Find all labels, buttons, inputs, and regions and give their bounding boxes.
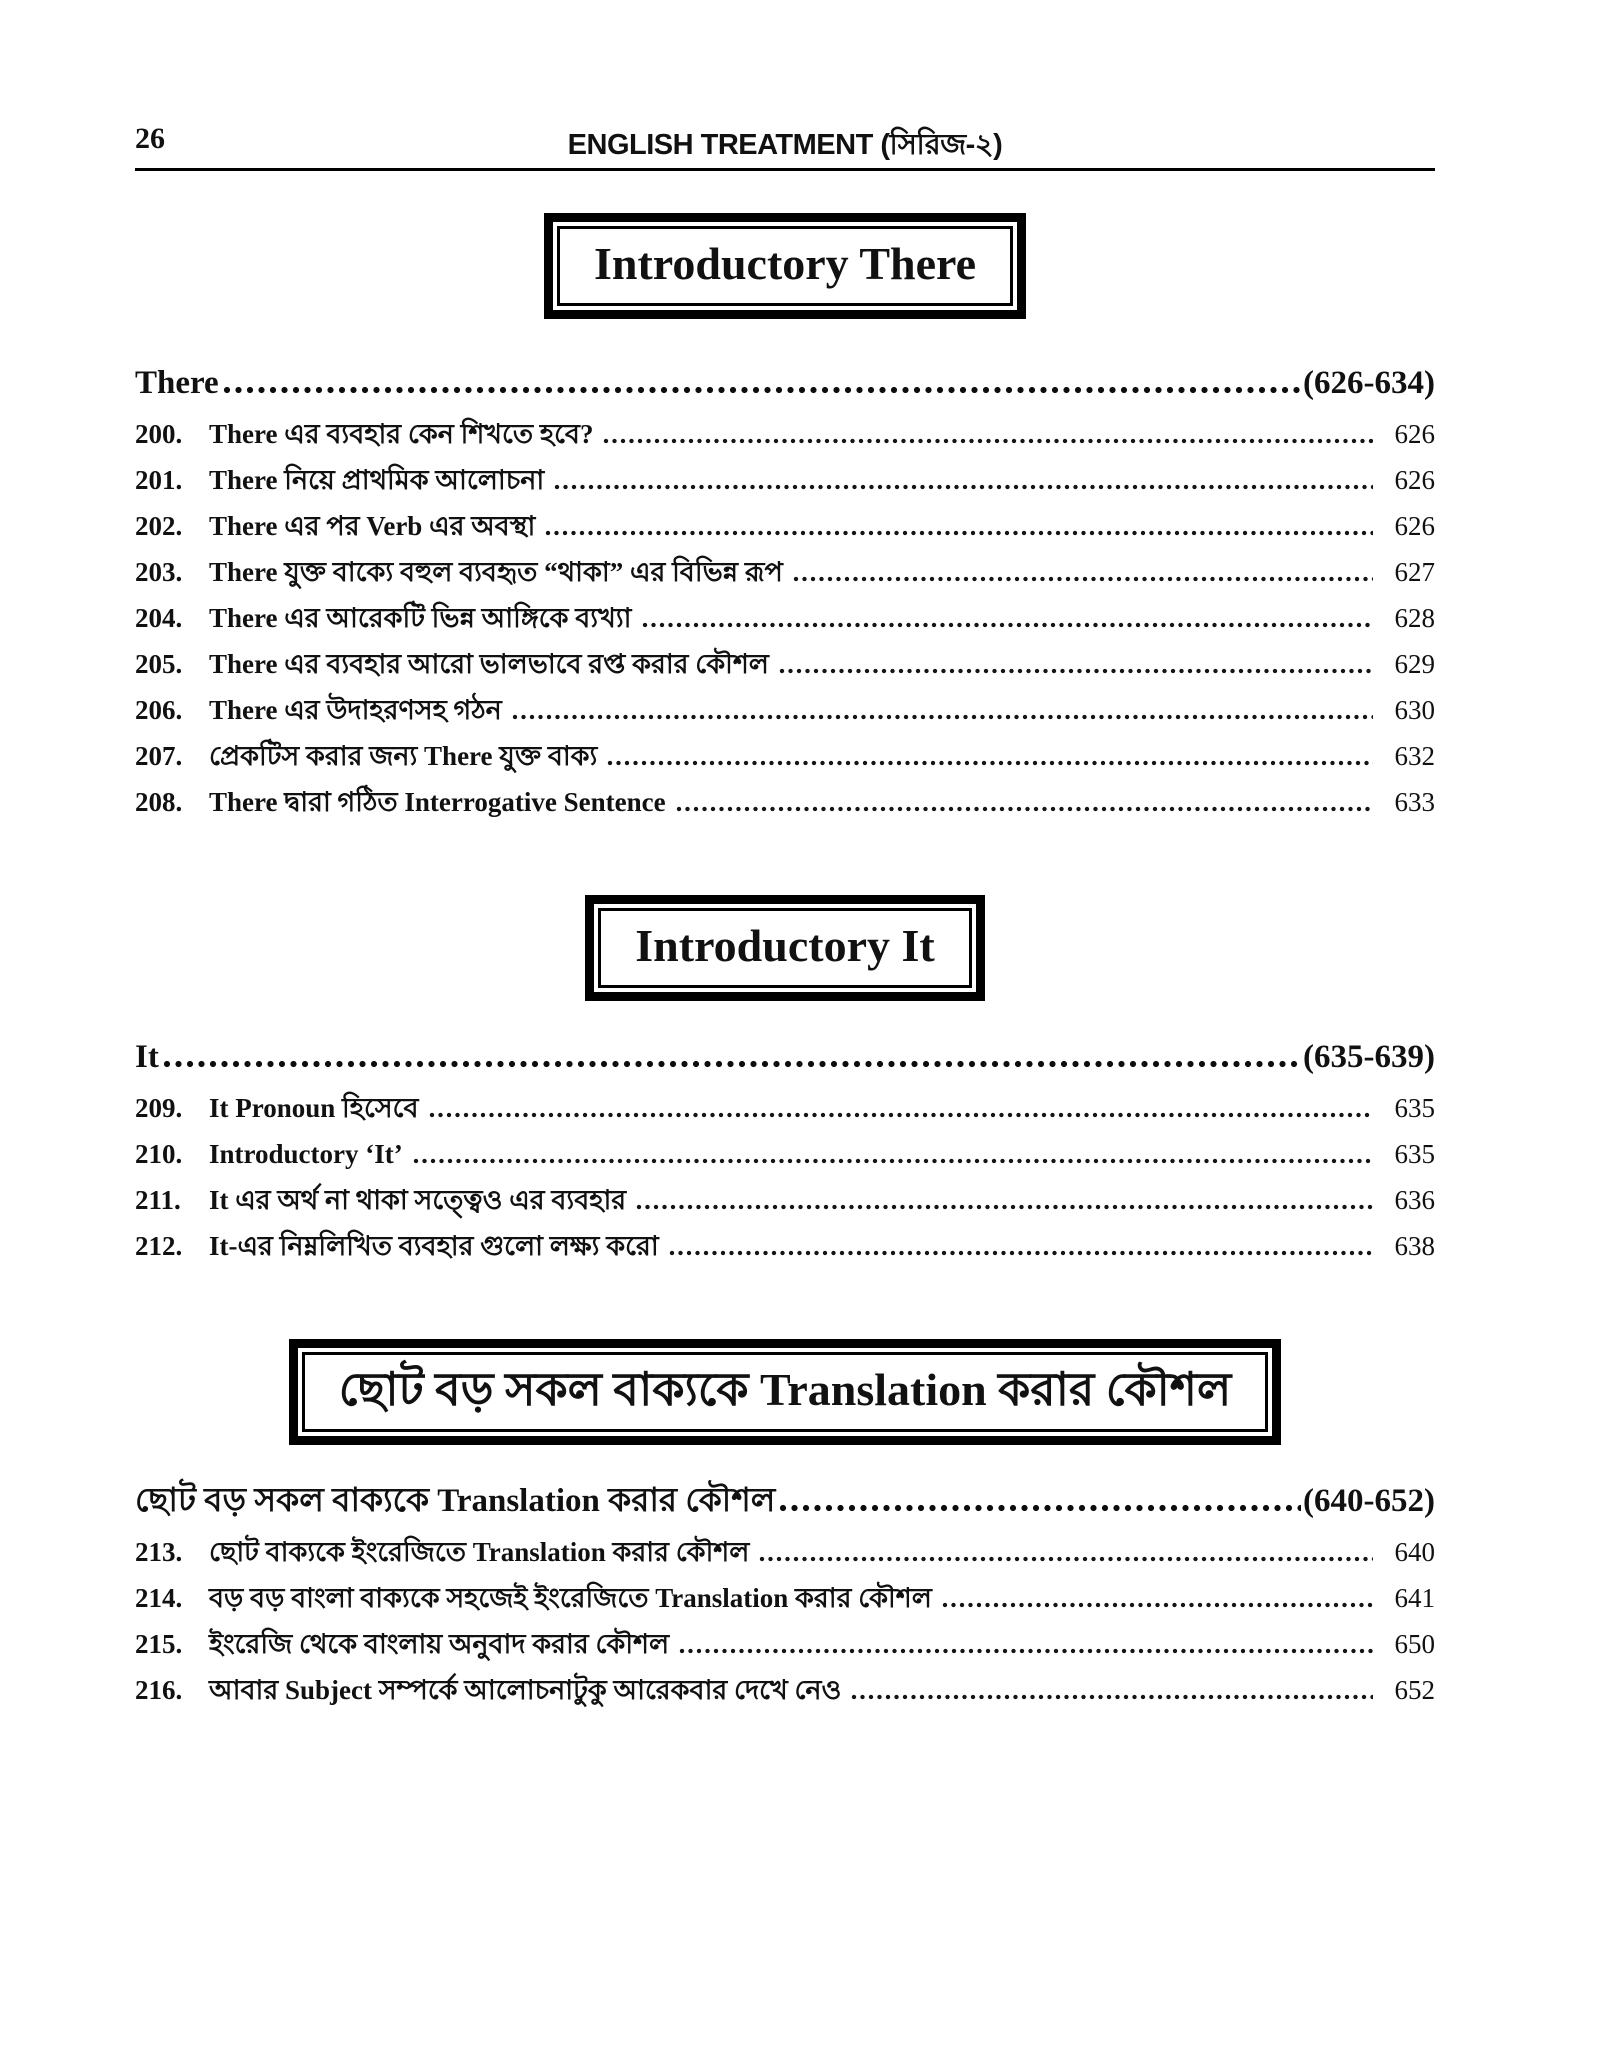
section-title-box-inner — [557, 226, 1013, 306]
entry-title: প্রেকটিস করার জন্য There যুক্ত বাক্য — [209, 741, 598, 771]
entry-title: There যুক্ত বাক্যে বহুল ব্যবহৃত “থাকা” এর বিভিন্ন রূপ — [209, 557, 783, 587]
entry-title: Introductory ‘It’ — [209, 1139, 403, 1169]
box-title-there: Introductory There — [593, 238, 977, 289]
toc-entry — [135, 641, 1435, 687]
dot-leader — [642, 622, 1373, 628]
entry-number: 207. — [135, 741, 183, 771]
entry-number: 210. — [135, 1139, 183, 1169]
entry-number: 211. — [135, 1185, 181, 1215]
section-title-box-inner — [302, 1352, 1269, 1432]
entry-page: 650 — [1394, 1629, 1435, 1659]
entry-title: বড় বড় বাংলা বাক্যকে সহজেই ইংরেজিতে Translation করার কৌশল — [209, 1583, 932, 1613]
page-number: 26 — [135, 122, 165, 155]
entry-title: There এর পর Verb এর অবস্থা — [209, 511, 536, 541]
entry-page: 626 — [1394, 465, 1435, 495]
section-heading-translation — [135, 1481, 1435, 1521]
heading-label: It — [135, 1039, 159, 1075]
toc-entry — [135, 1621, 1435, 1667]
toc-entry — [135, 1177, 1435, 1223]
toc-entry — [135, 1529, 1435, 1575]
entry-page: 627 — [1394, 557, 1435, 587]
toc-list-it — [135, 1085, 1435, 1269]
entry-title: It-এর নিম্নলিখিত ব্যবহার গুলো লক্ষ্য করো — [209, 1231, 659, 1261]
toc-entry — [135, 1223, 1435, 1269]
entry-number: 208. — [135, 787, 183, 817]
dot-leader — [676, 806, 1373, 812]
toc-list-translation — [135, 1529, 1435, 1713]
entry-page: 636 — [1394, 1185, 1435, 1215]
toc-entry — [135, 1575, 1435, 1621]
page-header — [135, 122, 1435, 161]
entry-title: There দ্বারা গঠিত Interrogative Sentence — [209, 787, 666, 817]
toc-list-there — [135, 411, 1435, 825]
dot-leader — [759, 1556, 1373, 1562]
entry-number: 200. — [135, 419, 183, 449]
section-title-box-translation — [289, 1339, 1282, 1445]
entry-title: ছোট বাক্যকে ইংরেজিতে Translation করার কৌশল — [209, 1537, 750, 1567]
toc-entry — [135, 1131, 1435, 1177]
entry-title: There এর ব্যবহার আরো ভালভাবে রপ্ত করার কৌশল — [209, 649, 769, 679]
toc-entry — [135, 595, 1435, 641]
heading-label: ছোট বড় সকল বাক্যকে Translation করার কৌশল — [135, 1483, 776, 1519]
toc-entry — [135, 1085, 1435, 1131]
entry-title: ইংরেজি থেকে বাংলায় অনুবাদ করার কৌশল — [209, 1629, 670, 1659]
toc-entry — [135, 457, 1435, 503]
entry-page: 626 — [1394, 511, 1435, 541]
entry-page: 638 — [1394, 1231, 1435, 1261]
header-title: ENGLISH TREATMENT (সিরিজ-২) — [567, 129, 1003, 161]
dot-leader — [607, 760, 1373, 766]
dot-leader — [413, 1158, 1373, 1164]
dot-leader — [679, 1648, 1373, 1654]
section-heading-there — [135, 363, 1435, 403]
entry-number: 203. — [135, 557, 183, 587]
entry-page: 630 — [1394, 695, 1435, 725]
dot-leader — [636, 1204, 1373, 1210]
entry-page: 628 — [1394, 603, 1435, 633]
entry-number: 209. — [135, 1093, 183, 1123]
dot-leader — [163, 1060, 1301, 1068]
entry-number: 206. — [135, 695, 183, 725]
heading-label: There — [135, 365, 219, 401]
heading-pages: (626-634) — [1303, 365, 1435, 401]
entry-number: 213. — [135, 1537, 183, 1567]
entry-number: 202. — [135, 511, 183, 541]
entry-number: 215. — [135, 1629, 183, 1659]
entry-title: There এর উদাহরণসহ গঠন — [209, 695, 502, 725]
entry-title: It Pronoun হিসেবে — [209, 1093, 419, 1123]
entry-title: There নিয়ে প্রাথমিক আলোচনা — [209, 465, 545, 495]
dot-leader — [793, 576, 1373, 582]
section-title-box-inner — [598, 908, 971, 988]
entry-page: 652 — [1394, 1675, 1435, 1705]
entry-page: 633 — [1394, 787, 1435, 817]
entry-page: 641 — [1394, 1583, 1435, 1613]
entry-page: 629 — [1394, 649, 1435, 679]
dot-leader — [942, 1602, 1373, 1608]
entry-page: 640 — [1394, 1537, 1435, 1567]
toc-entry — [135, 779, 1435, 825]
dot-leader — [545, 530, 1373, 536]
box-title-translation: ছোট বড় সকল বাক্যকে Translation করার কৌশল — [338, 1364, 1232, 1415]
entry-number: 205. — [135, 649, 183, 679]
dot-leader — [669, 1250, 1373, 1256]
toc-entry — [135, 733, 1435, 779]
entry-number: 212. — [135, 1231, 183, 1261]
entry-number: 204. — [135, 603, 183, 633]
dot-leader — [779, 668, 1373, 674]
dot-leader — [512, 714, 1373, 720]
entry-number: 216. — [135, 1675, 183, 1705]
entry-title: There এর আরেকটি ভিন্ন আঙ্গিকে ব্যখ্যা — [209, 603, 632, 633]
dot-leader — [223, 386, 1301, 394]
entry-page: 632 — [1394, 741, 1435, 771]
section-title-box-there — [544, 213, 1026, 319]
entry-page: 635 — [1394, 1093, 1435, 1123]
entry-page: 635 — [1394, 1139, 1435, 1169]
toc-entry — [135, 549, 1435, 595]
entry-title: It এর অর্থ না থাকা সত্ত্বেও এর ব্যবহার — [209, 1185, 627, 1215]
toc-entry — [135, 1667, 1435, 1713]
dot-leader — [779, 1504, 1301, 1512]
dot-leader — [554, 484, 1373, 490]
entry-page: 626 — [1394, 419, 1435, 449]
toc-entry — [135, 503, 1435, 549]
toc-entry — [135, 411, 1435, 457]
dot-leader — [603, 438, 1373, 444]
heading-pages: (635-639) — [1303, 1039, 1435, 1075]
entry-number: 201. — [135, 465, 183, 495]
entry-title: আবার Subject সম্পর্কে আলোচনাটুকু আরেকবার দেখে নেও — [209, 1675, 842, 1705]
dot-leader — [429, 1112, 1373, 1118]
toc-entry — [135, 687, 1435, 733]
entry-title: There এর ব্যবহার কেন শিখতে হবে? — [209, 419, 594, 449]
box-title-it: Introductory It — [635, 920, 935, 971]
section-heading-it — [135, 1037, 1435, 1077]
heading-pages: (640-652) — [1303, 1483, 1435, 1519]
dot-leader — [851, 1694, 1373, 1700]
section-title-box-it — [585, 895, 984, 1001]
entry-number: 214. — [135, 1583, 183, 1613]
